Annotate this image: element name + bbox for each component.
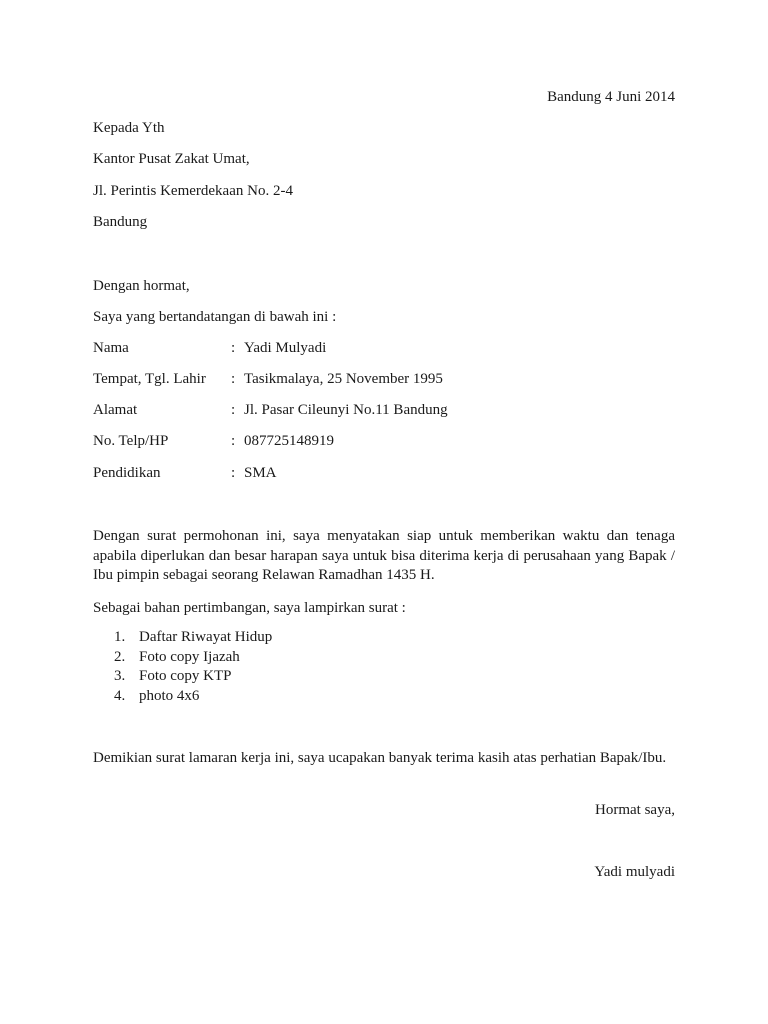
field-value: SMA bbox=[244, 465, 277, 481]
field-colon: : bbox=[231, 465, 236, 481]
recipient-line-1: Kepada Yth bbox=[93, 120, 165, 136]
list-item: Foto copy KTP bbox=[139, 668, 232, 684]
field-value: Jl. Pasar Cileunyi No.11 Bandung bbox=[244, 402, 448, 418]
greeting: Dengan hormat, bbox=[93, 278, 190, 294]
closing-salutation: Hormat saya, bbox=[595, 802, 675, 818]
field-label: Tempat, Tgl. Lahir bbox=[93, 371, 206, 387]
list-item: photo 4x6 bbox=[139, 688, 200, 704]
closing-paragraph: Demikian surat lamaran kerja ini, saya ucapakan banyak terima kasih atas perhatian Bapak/Ibu. bbox=[93, 750, 667, 766]
list-number: 1. bbox=[114, 629, 126, 645]
recipient-line-3: Jl. Perintis Kemerdekaan No. 2-4 bbox=[93, 183, 293, 199]
list-number: 2. bbox=[114, 649, 126, 665]
recipient-line-4: Bandung bbox=[93, 214, 148, 230]
field-colon: : bbox=[231, 433, 236, 449]
signature-name: Yadi mulyadi bbox=[594, 864, 675, 880]
field-colon: : bbox=[231, 371, 236, 387]
body-paragraph: Dengan surat permohonan ini, saya menyatakan siap untuk memberikan waktu dan tenaga apabila diperlukan dan besar harapan saya untuk bisa diterima kerja di perusahaan yang Bapak / Ibu pimpin sebagai seorang Relawan Ramadhan 1435 H. bbox=[93, 528, 675, 583]
field-label: Nama bbox=[93, 340, 129, 356]
field-label: Alamat bbox=[93, 402, 138, 418]
list-item: Foto copy Ijazah bbox=[139, 649, 240, 665]
field-label: No. Telp/HP bbox=[93, 433, 169, 449]
recipient-line-2: Kantor Pusat Zakat Umat, bbox=[93, 151, 250, 167]
intro-line: Saya yang bertandatangan di bawah ini : bbox=[93, 309, 337, 325]
list-item: Daftar Riwayat Hidup bbox=[139, 629, 273, 645]
field-value: Tasikmalaya, 25 November 1995 bbox=[244, 371, 443, 387]
list-number: 4. bbox=[114, 688, 126, 704]
place-date: Bandung 4 Juni 2014 bbox=[547, 89, 675, 105]
field-colon: : bbox=[231, 340, 236, 356]
field-value: 087725148919 bbox=[244, 433, 334, 449]
field-label: Pendidikan bbox=[93, 465, 161, 481]
attachments-intro: Sebagai bahan pertimbangan, saya lampirkan surat : bbox=[93, 600, 406, 616]
field-value: Yadi Mulyadi bbox=[244, 340, 327, 356]
field-colon: : bbox=[231, 402, 236, 418]
list-number: 3. bbox=[114, 668, 126, 684]
